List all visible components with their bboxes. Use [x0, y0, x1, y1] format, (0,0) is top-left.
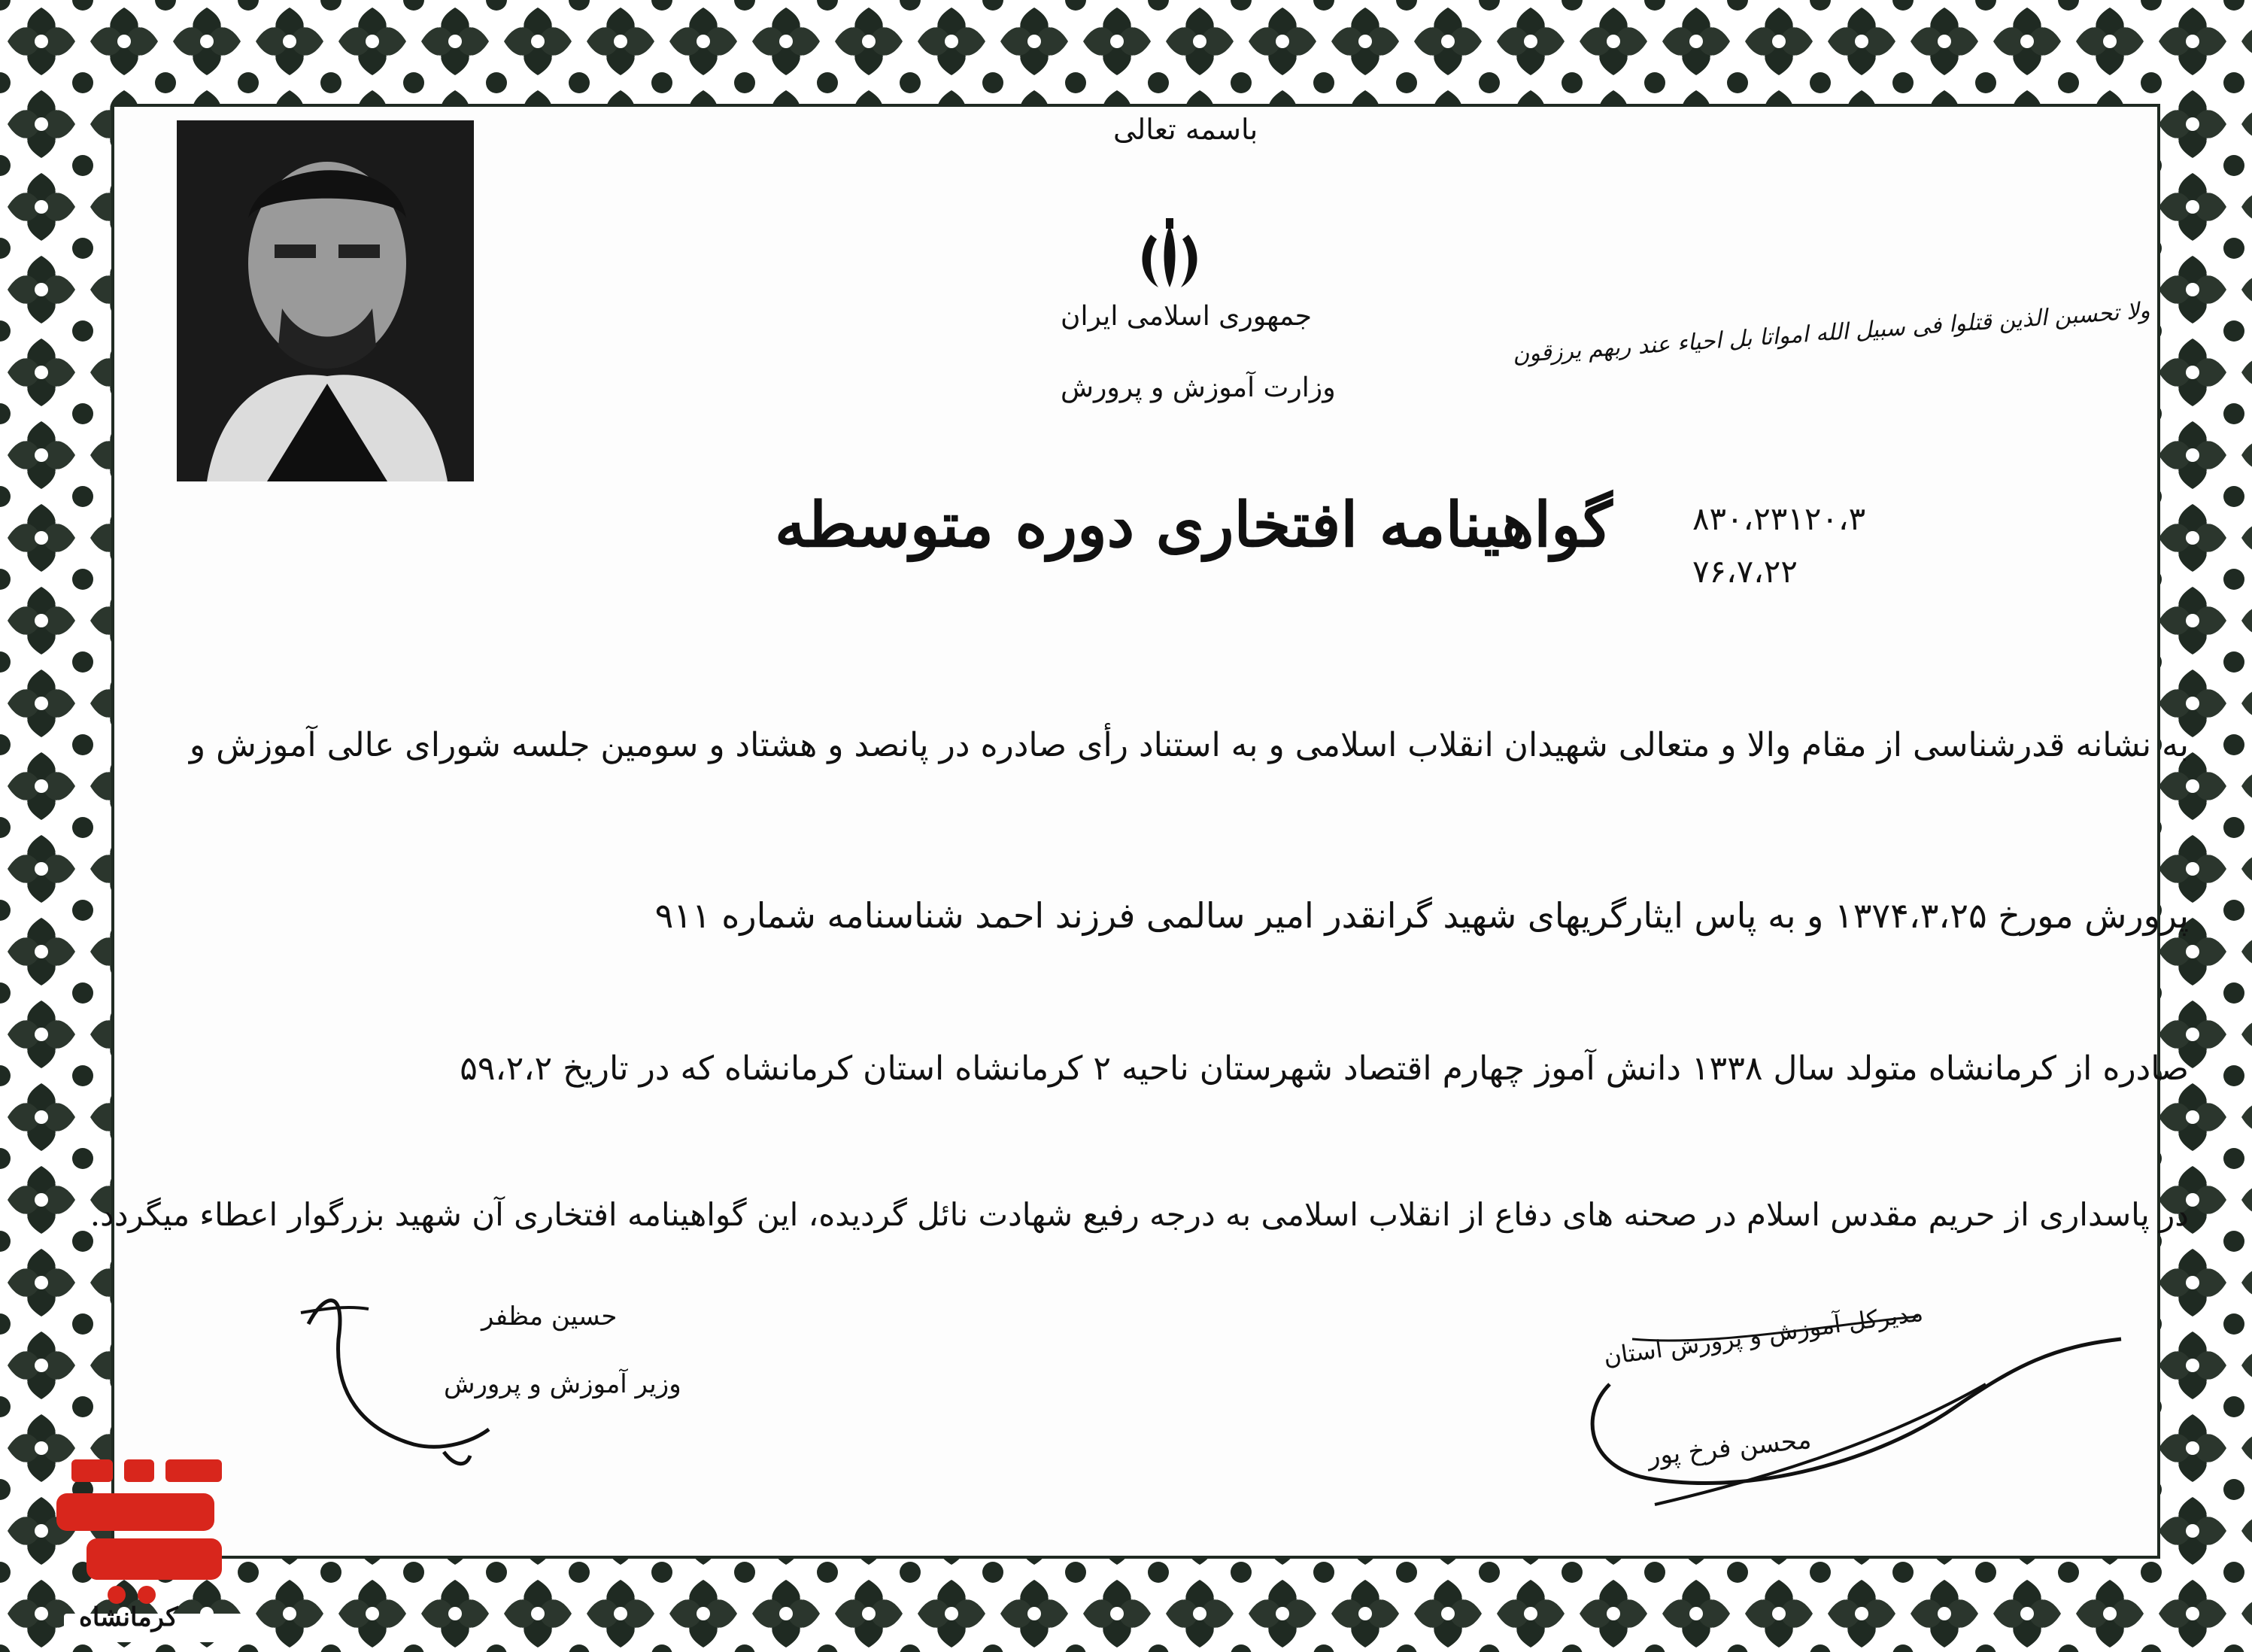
- invocation-text: باسمه تعالی: [1113, 113, 1258, 146]
- body-line-4: در پاسداری از حریم مقدس اسلام در صحنه های دفاع از انقلاب اسلامی به درجه رفیع شهادت نائل گردیده، این گواهینامه افتخاری آن شهید بزرگوار اعطاء میگردد.: [90, 1196, 2189, 1233]
- minister-title: وزیر آموزش و پرورش: [444, 1369, 681, 1399]
- director-name: محسن فرخ پور: [1646, 1424, 1813, 1472]
- reference-date: ۷۶،۷،۲۲: [1692, 553, 1798, 590]
- certificate-title: گواهینامه افتخاری دوره متوسطه: [775, 489, 1613, 561]
- body-line-3: صادره از کرمانشاه متولد سال ۱۳۳۸ دانش آموز چهارم اقتصاد شهرستان ناحیه ۲ کرمانشاه استان کرمانشاه که در تاریخ ۵۹،۲،۲: [460, 1049, 2189, 1088]
- country-name: جمهوری اسلامی ایران: [1061, 301, 1312, 332]
- logo-city-text: کرمانشاه: [79, 1602, 178, 1632]
- reference-number: ۸۳۰،۲۳۱۲۰،۳: [1692, 500, 1866, 537]
- body-line-2: پرورش مورخ ۱۳۷۴،۳،۲۵ و به پاس ایثارگریهای شهید گرانقدر امیر سالمی فرزند احمد شناسنامه شماره ۹۱۱: [654, 895, 2189, 936]
- minister-name: حسین مظفر: [481, 1301, 618, 1332]
- minister-signature: [293, 1279, 534, 1482]
- body-line-1: به نشانه قدرشناسی از مقام والا و متعالی شهیدان انقلاب اسلامی و به استناد رأی صادره در پانصد و هشتاد و سومین جلسه شورای عالی آموزش و: [189, 726, 2189, 764]
- portrait-photo: [177, 120, 474, 481]
- director-title: مدیرکل آموزش و پرورش استان: [1601, 1298, 1925, 1371]
- quran-verse: ولا تحسبن الذین قتلوا فی سبیل الله امواتا بل احیاء عند ربهم یرزقون: [1511, 297, 2151, 369]
- ministry-name: وزارت آموزش و پرورش: [1061, 372, 1336, 403]
- director-signature: [1565, 1294, 2151, 1535]
- national-emblem-icon: [1128, 218, 1211, 293]
